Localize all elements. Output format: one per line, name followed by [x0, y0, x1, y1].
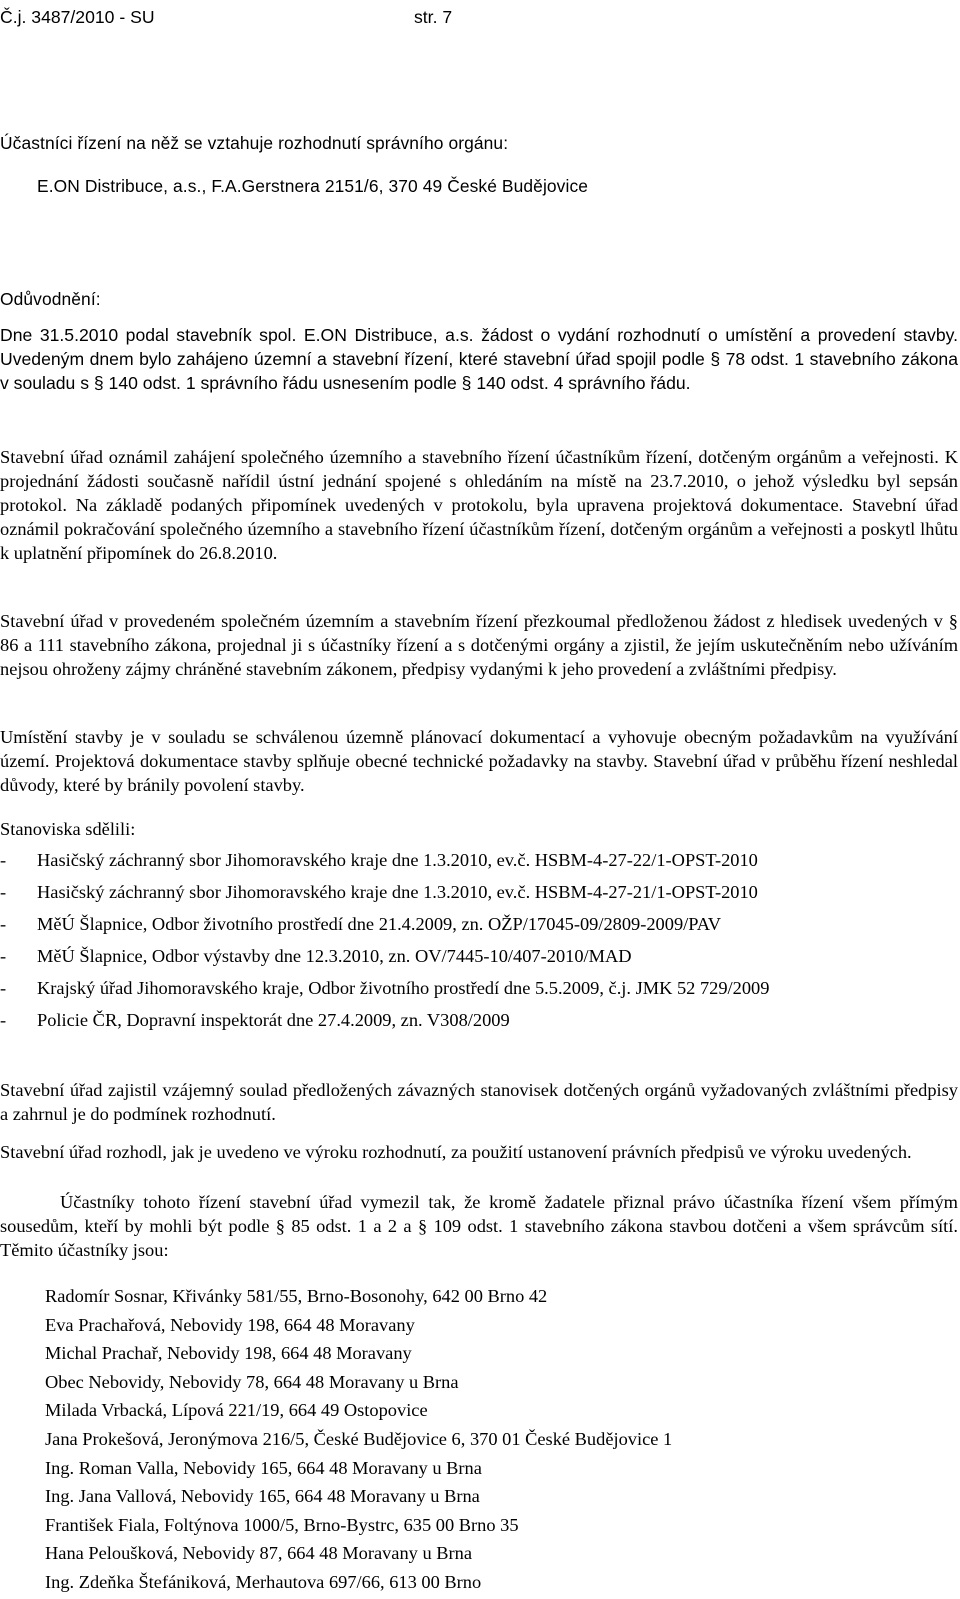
opinion-item: - MěÚ Šlapnice, Odbor výstavby dne 12.3.2010, zn. OV/7445-10/407-2010/MAD — [0, 946, 632, 966]
parties-list — [45, 1284, 672, 1599]
conclusion-paragraph-1: Stavební úřad zajistil vzájemný soulad předložených závazných stanovisek dotčených orgánů vyžadovaných zvláštními předpisy a zahrnul je do podmínek rozhodnutí. — [0, 1080, 958, 1124]
party-entry: Michal Prachař, Nebovidy 198, 664 48 Moravany — [45, 1343, 412, 1364]
party-entry: Ing. Zdeňka Štefániková, Merhautova 697/66, 613 00 Brno — [45, 1571, 482, 1592]
opinion-text: Hasičský záchranný sbor Jihomoravského kraje dne 1.3.2010, ev.č. HSBM-4-27-22/1-OPST-2010 — [37, 850, 758, 870]
reasoning-paragraph-3: Stavební úřad v provedeném společném územním a stavebním řízení přezkoumal předloženou žádost z hledisek uvedených v § 86 a 111 stavebního zákona, projednal ji s účastníky řízení a s dotčenými orgány a zjistil, že jejím uskutečněním nebo užíváním nejsou ohroženy zájmy chráněné stavebním zákonem, předpisy vydanými k jeho provedení a zvláštními předpisy. — [0, 611, 958, 679]
party-entry: Ing. Roman Valla, Nebovidy 165, 664 48 Moravany u Brna — [45, 1457, 482, 1478]
opinions-list — [0, 848, 958, 1040]
opinion-text: MěÚ Šlapnice, Odbor výstavby dne 12.3.2010, zn. OV/7445-10/407-2010/MAD — [37, 946, 632, 966]
reasoning-p3-block — [0, 609, 958, 681]
participants-heading: Účastníci řízení na něž se vztahuje rozhodnutí správního orgánu: — [0, 133, 509, 153]
party-entry: Ing. Jana Vallová, Nebovidy 165, 664 48 Moravany u Brna — [45, 1486, 480, 1507]
participants-section — [0, 131, 958, 155]
conclusion-p2-block — [0, 1140, 958, 1164]
reasoning-paragraph-1: Dne 31.5.2010 podal stavebník spol. E.ON Distribuce, a.s. žádost o vydání rozhodnutí o umístění a provedení stavby. Uvedeným dnem bylo zahájeno územní a stavební řízení, které stavební úřad spojil podle § 78 odst. 1 stavebního zákona v souladu s § 140 odst. 1 správního řádu usnesením podle § 140 odst. 4 správního řádu. — [0, 325, 958, 393]
case-reference: Č.j. 3487/2010 - SU — [0, 7, 155, 27]
party-entry: František Fiala, Foltýnova 1000/5, Brno-Bystrc, 635 00 Brno 35 — [45, 1514, 519, 1535]
opinion-text: Krajský úřad Jihomoravského kraje, Odbor životního prostředí dne 5.5.2009, č.j. JMK 52 729/2009 — [37, 978, 770, 998]
reasoning-p4-block — [0, 725, 958, 797]
reasoning-heading: Odůvodnění: — [0, 289, 101, 309]
opinion-item: - MěÚ Šlapnice, Odbor životního prostředí dne 21.4.2009, zn. OŽP/17045-09/2809-2009/PAV — [0, 914, 721, 934]
party-entry: Eva Prachařová, Nebovidy 198, 664 48 Moravany — [45, 1314, 415, 1335]
opinion-item: - Policie ČR, Dopravní inspektorát dne 27.4.2009, zn. V308/2009 — [0, 1010, 510, 1030]
opinion-item: - Hasičský záchranný sbor Jihomoravského kraje dne 1.3.2010, ev.č. HSBM-4-27-22/1-OPST-2010 — [0, 850, 758, 870]
conclusion-paragraph-2: Stavební úřad rozhodl, jak je uvedeno ve výroku rozhodnutí, za použití ustanovení právních předpisů ve výroku uvedených. — [0, 1142, 912, 1162]
reasoning-heading-block — [0, 287, 958, 311]
opinion-item: - Krajský úřad Jihomoravského kraje, Odbor životního prostředí dne 5.5.2009, č.j. JMK 52 729/2009 — [0, 978, 770, 998]
participant-entry: E.ON Distribuce, a.s., F.A.Gerstnera 2151/6, 370 49 České Budějovice — [37, 176, 589, 196]
reasoning-paragraph-2: Stavební úřad oznámil zahájení společného územního a stavebního řízení účastníkům řízení, dotčeným orgánům a veřejnosti. K projednání žádosti současně nařídil ústní jednání spojené s ohledáním na místě na 23.7.2010, o jehož výsledku byl sepsán protokol. Na základě podaných připomínek uvedených v protokolu, byla upravena projektová dokumentace. Stavební úřad oznámil pokračování společného územního a stavebního řízení účastníkům řízení, dotčeným orgánům a veřejnosti a poskytl lhůtu k uplatnění připomínek do 26.8.2010. — [0, 447, 958, 563]
conclusion-p1-block — [0, 1078, 958, 1126]
party-entry: Radomír Sosnar, Křivánky 581/55, Brno-Bosonohy, 642 00 Brno 42 — [45, 1286, 548, 1306]
opinion-item: - Hasičský záchranný sbor Jihomoravského kraje dne 1.3.2010, ev.č. HSBM-4-27-21/1-OPST-2010 — [0, 882, 758, 902]
opinions-heading-block — [0, 817, 958, 841]
page-header — [0, 5, 960, 29]
conclusion-p3-block — [0, 1190, 958, 1262]
party-entry: Jana Prokešová, Jeronýmova 216/5, České Budějovice 6, 370 01 České Budějovice 1 — [45, 1428, 673, 1449]
opinions-list-block — [0, 848, 958, 1040]
reasoning-p2-block — [0, 445, 958, 565]
party-entry: Hana Peloušková, Nebovidy 87, 664 48 Moravany u Brna — [45, 1543, 472, 1564]
opinion-text: Policie ČR, Dopravní inspektorát dne 27.4.2009, zn. V308/2009 — [37, 1010, 510, 1030]
page-number: str. 7 — [414, 7, 453, 27]
reasoning-p1-block — [0, 323, 958, 395]
opinion-text: MěÚ Šlapnice, Odbor životního prostředí dne 21.4.2009, zn. OŽP/17045-09/2809-2009/PAV — [37, 914, 721, 934]
conclusion-paragraph-3: Účastníky tohoto řízení stavební úřad vymezil tak, že kromě žadatele přiznal právo účastníka řízení všem přímým sousedům, kteří by mohli být podle § 85 odst. 1 a 2 a § 109 odst. 1 stavebního zákona stavbou dotčeni a všem správcům sítí. Těmito účastníky jsou: — [0, 1192, 958, 1260]
reasoning-paragraph-4: Umístění stavby je v souladu se schválenou územně plánovací dokumentací a vyhovuje obecným požadavkům na využívání území. Projektová dokumentace stavby splňuje obecné technické požadavky na stavby. Stavební úřad v průběhu řízení neshledal důvody, které by bránily povolení stavby. — [0, 727, 958, 795]
party-entry: Obec Nebovidy, Nebovidy 78, 664 48 Moravany u Brna — [45, 1371, 459, 1392]
participants-entry-block — [0, 174, 960, 198]
party-entry: Milada Vrbacká, Lípová 221/19, 664 49 Ostopovice — [45, 1400, 428, 1421]
opinion-text: Hasičský záchranný sbor Jihomoravského kraje dne 1.3.2010, ev.č. HSBM-4-27-21/1-OPST-2010 — [37, 882, 758, 902]
opinions-heading: Stanoviska sdělili: — [0, 819, 136, 839]
